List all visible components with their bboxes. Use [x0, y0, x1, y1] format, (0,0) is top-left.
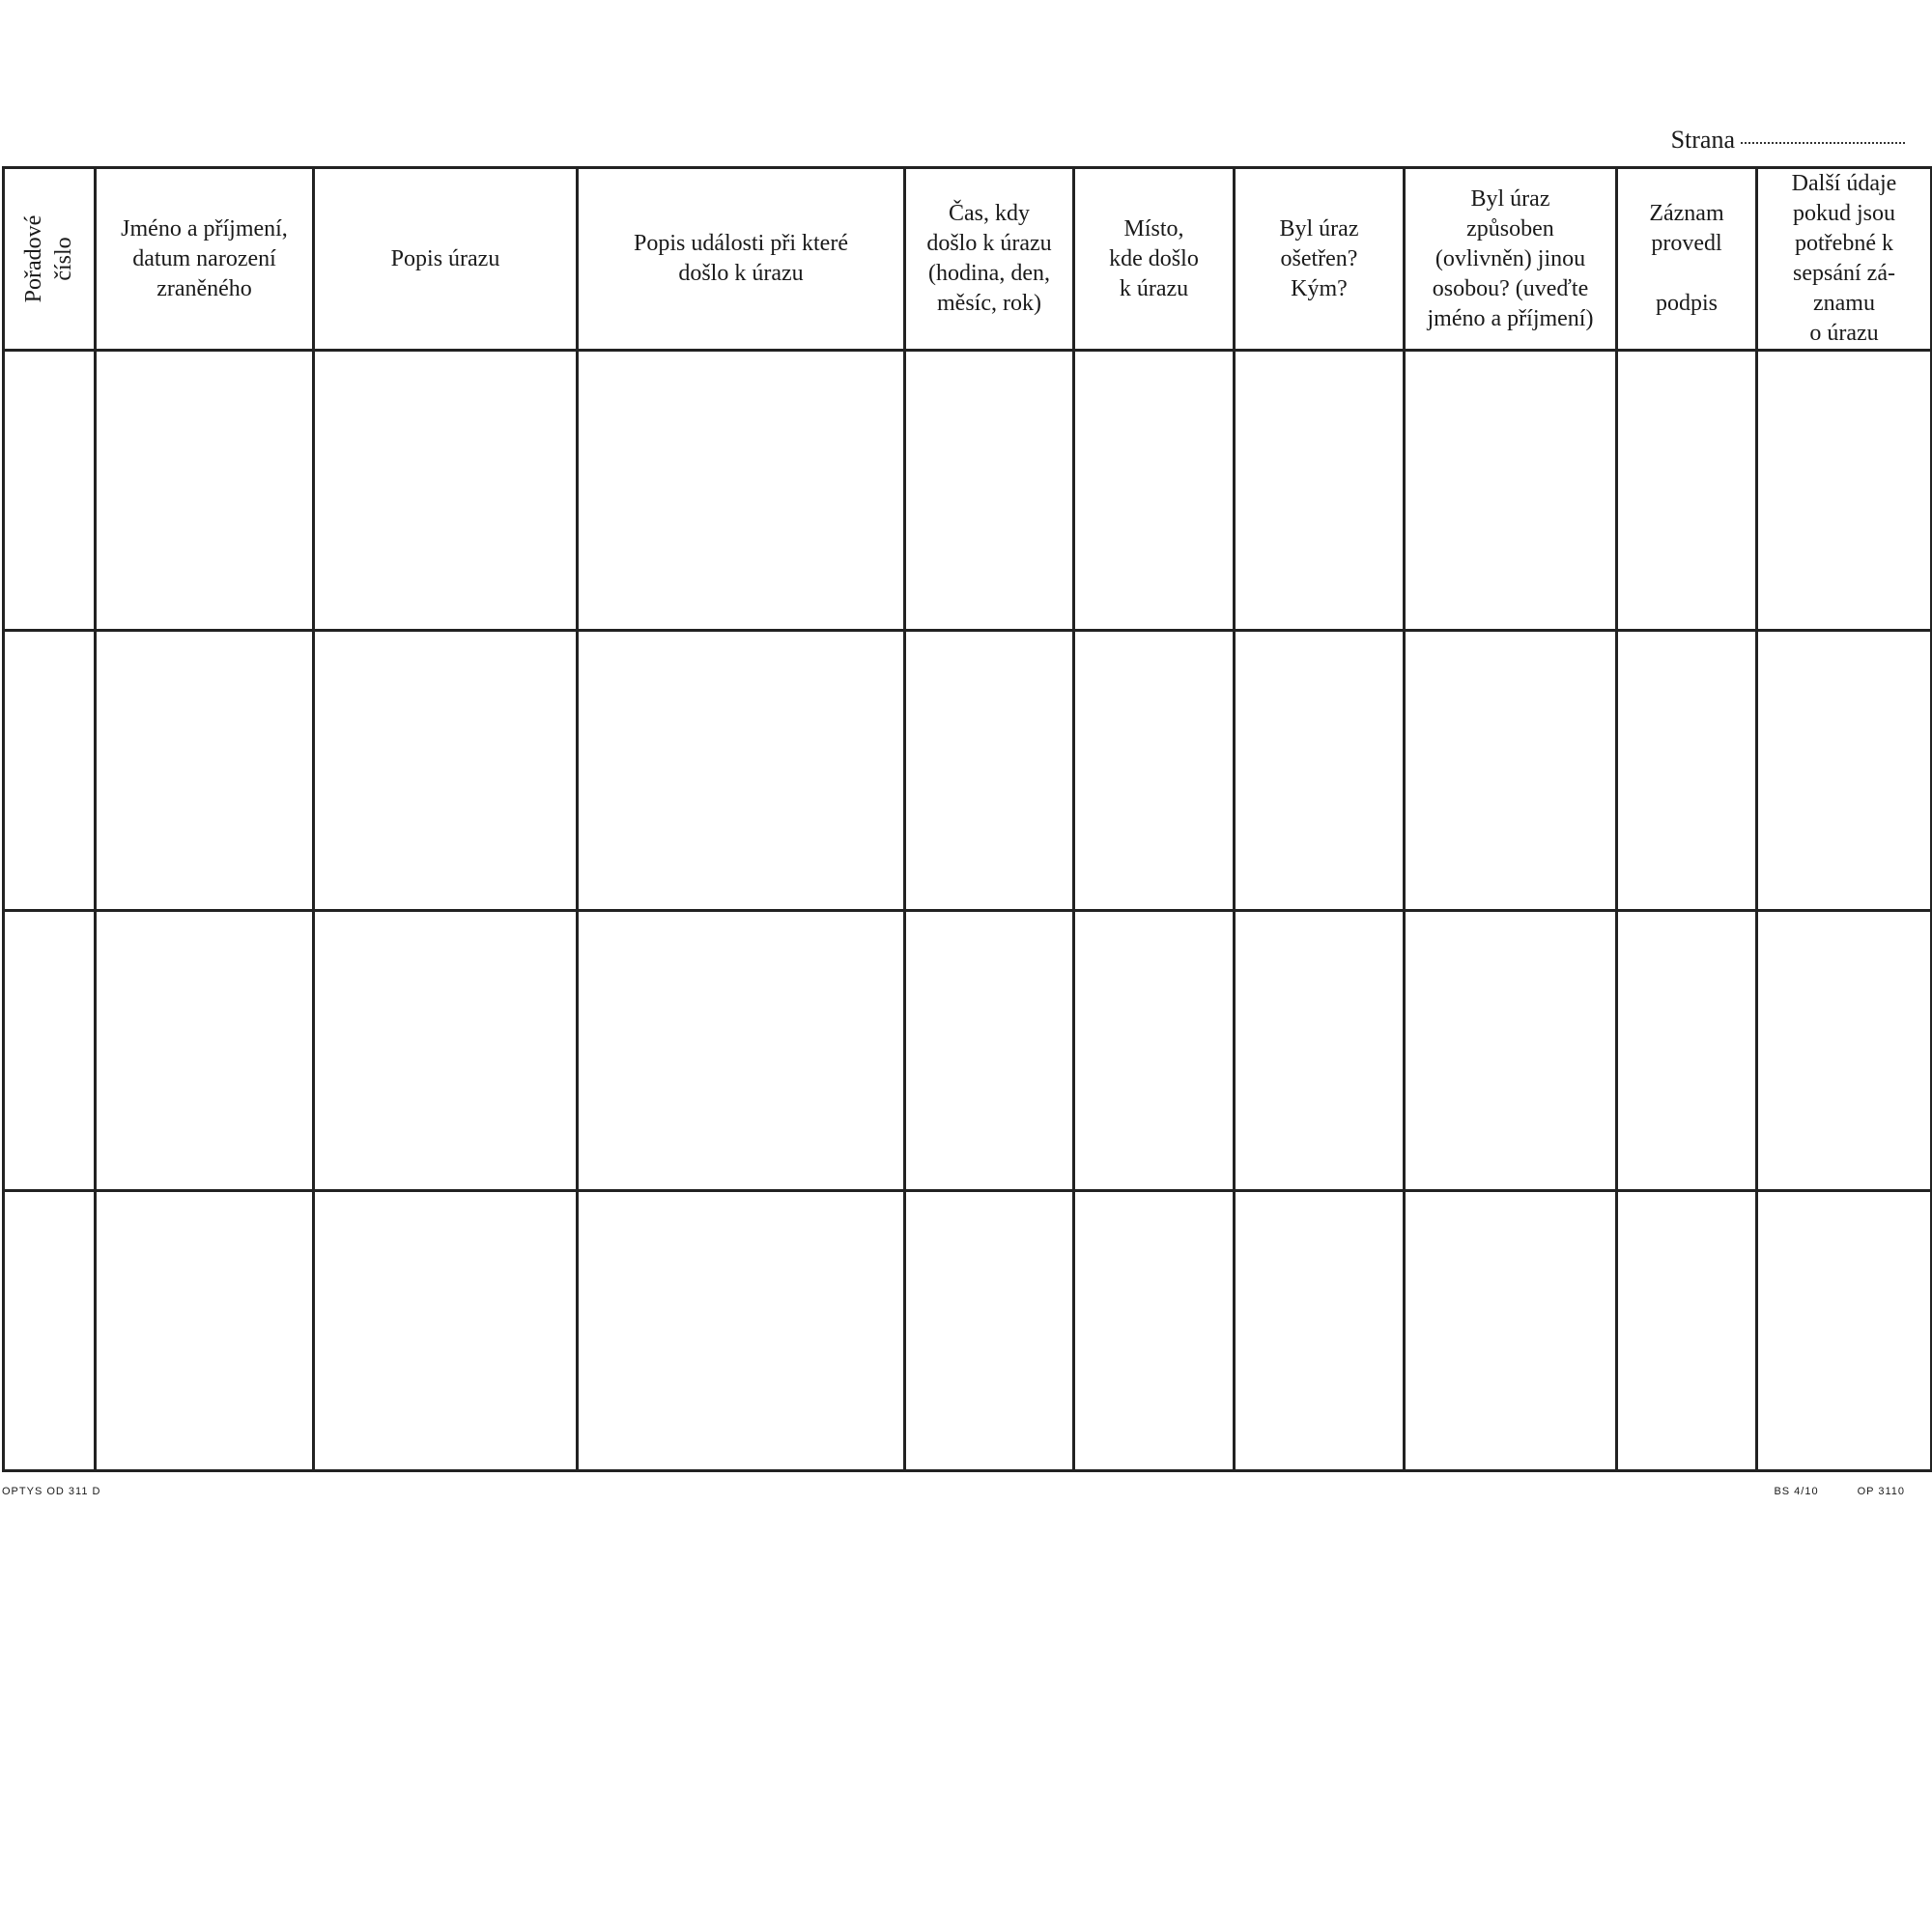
entry-cell[interactable] — [578, 631, 905, 911]
column-header-label: Čas, kdy došlo k úrazu (hodina, den, měsíc, rok) — [926, 201, 1052, 316]
column-header-caused-by-other — [1405, 168, 1617, 351]
column-header-order-number — [4, 168, 96, 351]
form-code-edition: BS 4/10 — [1774, 1486, 1819, 1497]
column-header-time — [905, 168, 1074, 351]
column-header-label: Popis úrazu — [390, 245, 500, 271]
injury-log-sheet — [2, 166, 1911, 1467]
table-row — [4, 631, 1932, 911]
column-header-label: Byl úraz ošetřen? Kým? — [1279, 215, 1359, 301]
column-header-name-birthdate — [96, 168, 314, 351]
entry-cell[interactable] — [1074, 911, 1235, 1191]
entry-cell[interactable] — [578, 1191, 905, 1471]
entry-cell[interactable] — [1405, 911, 1617, 1191]
column-header-label: Byl úraz způsoben (ovlivněn) jinou osobou? (uveďte jméno a příjmení) — [1427, 185, 1594, 331]
form-code-number: OP 3110 — [1857, 1486, 1905, 1497]
column-header-label: Další údaje pokud jsou potřebné k sepsání zá- znamu o úrazu — [1791, 171, 1897, 346]
entry-cell[interactable] — [1405, 1191, 1617, 1471]
entry-cell[interactable] — [314, 1191, 578, 1471]
entry-cell[interactable] — [1757, 351, 1932, 631]
entry-cell[interactable] — [1617, 1191, 1757, 1471]
entry-cell[interactable] — [4, 351, 96, 631]
page-number-label — [1671, 126, 1905, 155]
entry-cell[interactable] — [1235, 911, 1405, 1191]
form-code-left: OPTYS OD 311 D — [2, 1486, 101, 1497]
column-header-event-description — [578, 168, 905, 351]
entry-cell[interactable] — [4, 1191, 96, 1471]
entry-cell[interactable] — [96, 911, 314, 1191]
entry-cell[interactable] — [314, 911, 578, 1191]
column-header-label: Záznam provedl podpis — [1649, 201, 1724, 316]
entry-cell[interactable] — [1617, 911, 1757, 1191]
form-codes-right — [1774, 1486, 1905, 1497]
table-body — [4, 351, 1932, 1471]
column-header-recorded-by-signature — [1617, 168, 1757, 351]
column-header-additional-info — [1757, 168, 1932, 351]
column-header-label: Místo, kde došlo k úrazu — [1109, 215, 1199, 301]
column-header-treated-by — [1235, 168, 1405, 351]
entry-cell[interactable] — [1757, 631, 1932, 911]
entry-cell[interactable] — [314, 631, 578, 911]
entry-cell[interactable] — [1074, 631, 1235, 911]
entry-cell[interactable] — [4, 631, 96, 911]
table-row — [4, 1191, 1932, 1471]
entry-cell[interactable] — [1617, 351, 1757, 631]
table-row — [4, 351, 1932, 631]
entry-cell[interactable] — [578, 911, 905, 1191]
entry-cell[interactable] — [1757, 911, 1932, 1191]
page-number-field[interactable] — [1741, 142, 1905, 144]
entry-cell[interactable] — [578, 351, 905, 631]
entry-cell[interactable] — [1235, 631, 1405, 911]
column-header-place — [1074, 168, 1235, 351]
entry-cell[interactable] — [1235, 351, 1405, 631]
column-header-label: Pořadové číslo — [21, 214, 76, 303]
column-header-label: Popis události při které došlo k úrazu — [634, 231, 848, 286]
entry-cell[interactable] — [905, 631, 1074, 911]
entry-cell[interactable] — [96, 351, 314, 631]
injury-log-table — [2, 166, 1932, 1472]
entry-cell[interactable] — [1235, 1191, 1405, 1471]
entry-cell[interactable] — [905, 1191, 1074, 1471]
page-label-text: Strana — [1670, 126, 1735, 154]
entry-cell[interactable] — [1405, 351, 1617, 631]
column-header-label: Jméno a příjmení, datum narození zraněného — [121, 215, 288, 301]
entry-cell[interactable] — [1757, 1191, 1932, 1471]
table-row — [4, 911, 1932, 1191]
entry-cell[interactable] — [1405, 631, 1617, 911]
entry-cell[interactable] — [96, 1191, 314, 1471]
header-row — [4, 168, 1932, 351]
entry-cell[interactable] — [1617, 631, 1757, 911]
entry-cell[interactable] — [96, 631, 314, 911]
entry-cell[interactable] — [314, 351, 578, 631]
entry-cell[interactable] — [1074, 351, 1235, 631]
column-header-injury-description — [314, 168, 578, 351]
entry-cell[interactable] — [1074, 1191, 1235, 1471]
entry-cell[interactable] — [905, 351, 1074, 631]
entry-cell[interactable] — [905, 911, 1074, 1191]
entry-cell[interactable] — [4, 911, 96, 1191]
